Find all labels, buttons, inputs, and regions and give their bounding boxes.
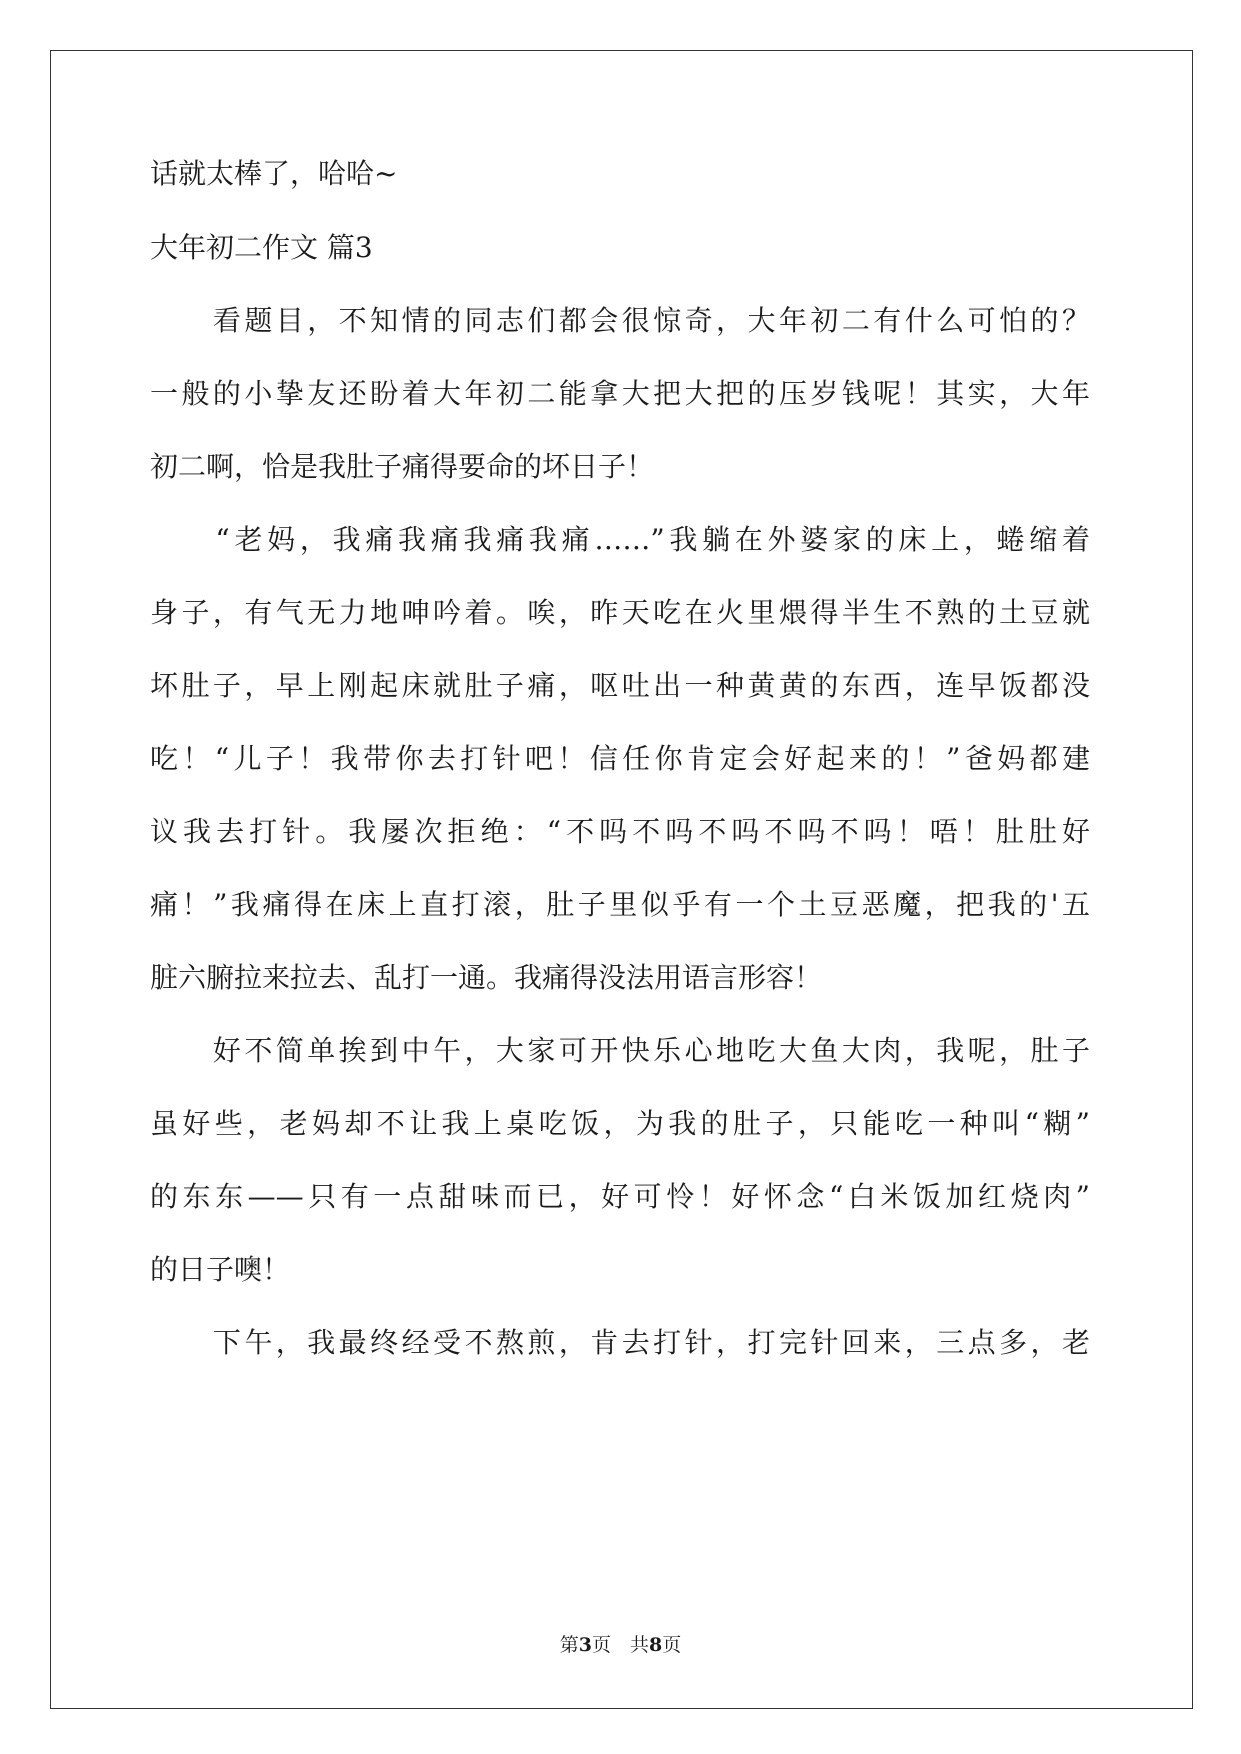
text-line-3: 看题目，不知情的同志们都会很惊奇，大年初二有什么可怕的？ — [150, 304, 1090, 337]
text-line-15: 的东东——只有一点甜味而已，好可怜！好怀念“白米饭加红烧肉” — [150, 1180, 1090, 1213]
page-footer — [0, 1633, 1241, 1657]
text-line-8: 坏肚子，早上刚起床就肚子痛，呕吐出一种黄黄的东西，连早饭都没 — [150, 669, 1090, 702]
text-line-13: 好不简单挨到中午，大家可开快乐心地吃大鱼大肉，我呢，肚子 — [150, 1034, 1090, 1067]
text-line-6: “老妈，我痛我痛我痛我痛……”我躺在外婆家的床上，蜷缩着 — [150, 523, 1090, 556]
footer-suffix: 页 — [662, 1634, 682, 1656]
footer-total-pages: 8 — [649, 1634, 663, 1656]
text-line-5: 初二啊，恰是我肚子痛得要命的坏日子！ — [150, 450, 655, 483]
text-line-14: 虽好些，老妈却不让我上桌吃饭，为我的肚子，只能吃一种叫“糊” — [150, 1107, 1090, 1140]
footer-current-page: 3 — [578, 1634, 592, 1656]
text-line-12: 脏六腑拉来拉去、乱打一通。我痛得没法用语言形容！ — [150, 961, 823, 994]
text-line-10: 议我去打针。我屡次拒绝：“不吗不吗不吗不吗不吗！唔！肚肚好 — [150, 815, 1090, 848]
text-line-17: 下午，我最终经受不熬煎，肯去打针，打完针回来，三点多，老 — [150, 1326, 1090, 1359]
text-line-16: 的日子噢！ — [150, 1253, 291, 1286]
text-line-9: 吃！“儿子！我带你去打针吧！信任你肯定会好起来的！”爸妈都建 — [150, 742, 1090, 775]
footer-middle: 页 共 — [591, 1634, 649, 1656]
text-line-4: 一般的小挚友还盼着大年初二能拿大把大把的压岁钱呢！其实，大年 — [150, 377, 1090, 410]
text-line-7: 身子，有气无力地呻吟着。唉，昨天吃在火里煨得半生不熟的土豆就 — [150, 596, 1090, 629]
section-heading: 大年初二作文 篇3 — [150, 231, 373, 264]
footer-prefix: 第 — [559, 1634, 579, 1656]
text-line-1: 话就太棒了，哈哈~ — [150, 157, 398, 190]
page-border — [50, 50, 1193, 1709]
text-line-11: 痛！”我痛得在床上直打滚，肚子里似乎有一个土豆恶魔，把我的'五 — [150, 888, 1090, 921]
